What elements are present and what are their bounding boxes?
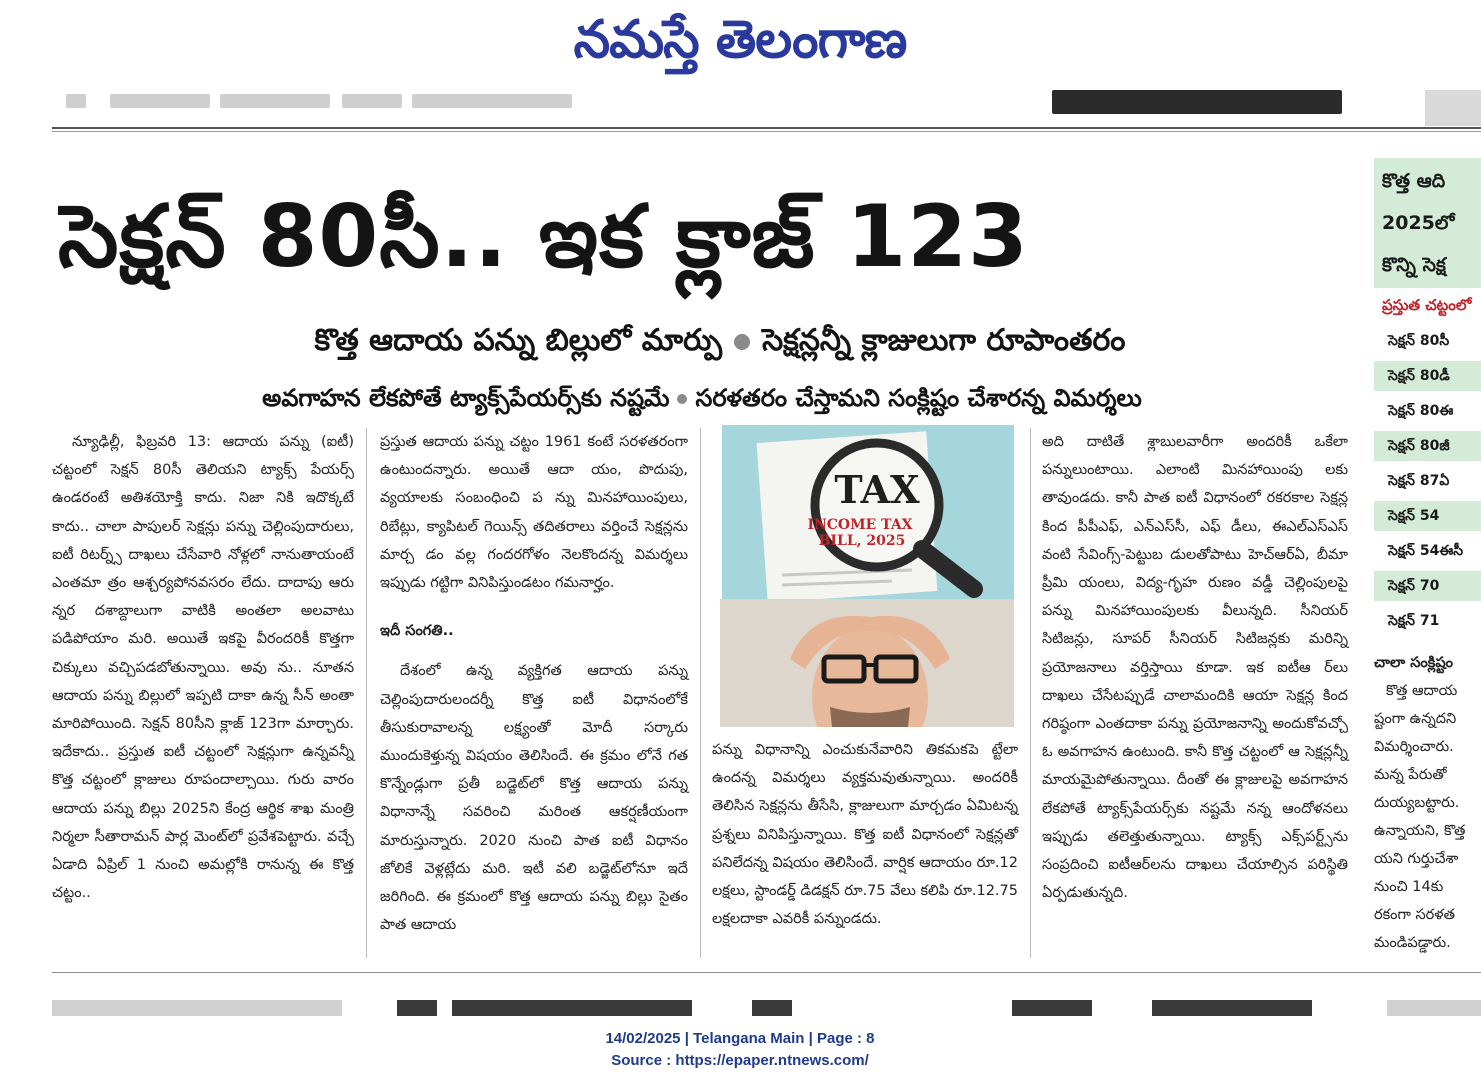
sidebar-header-line: కొత్త ఆది — [1382, 170, 1446, 192]
headline: సెక్షన్ 80సీ.. ఇక క్లాజ్ 123 — [58, 187, 1029, 287]
article-column-3 — [712, 736, 1018, 933]
sidebar-section-item: సెక్షన్ 54 — [1374, 501, 1481, 531]
sidebar-current-law-label: ప్రస్తుత చట్టంలో — [1382, 296, 1472, 314]
sidebar-section-item: సెక్షన్ 80డీ — [1374, 361, 1481, 391]
column-divider — [1030, 428, 1031, 958]
sidebar-box — [1374, 158, 1481, 988]
article-paragraph: న్యూఢిల్లీ, ఫిబ్రవరి 13: ఆదాయ పన్ను (ఐటీ) చట్టంలో సెక్షన్ 80సీ తెలియని ట్యాక్స్ పేయర్స్ ఉండరంటే అతిశయోక్తి కాదు. నిజా నికి ఇదొక్కటే కాదు.. చాలా పాపులర్ సెక్షన్లు పన్ను చెల్లింపుదారులు, ఐటీ రిటర్న్స్ దాఖలు చేసేవారి నోళ్లలో నానుతాయంటే ఎంతమా త్రం ఆశ్చర్యపోనవసరం లేదు. దాదాపు ఆరు న్నర దశాబ్దాలుగా వాటికి అంతలా అలవాటు పడిపోయాం మరి. అయితే ఇకపై వీరందరికీ కొత్తగా చిక్కులు వచ్చిపడబోతున్నాయి. అవు ను.. నూతన ఆదాయ పన్ను బిల్లులో ఇప్పటి దాకా ఉన్న సీన్ అంతా మారిపోయింది. సెక్షన్ 80సీని క్లాజ్ 123గా మార్చారు. ఇదేకాదు.. ప్రస్తుత ఐటీ చట్టంలో సెక్షన్లుగా ఉన్నవన్నీ కొత్త చట్టంలో క్లాజులు రూపందాల్చాయి. గురు వారం ఆదాయ పన్ను బిల్లు 2025ని కేంద్ర ఆర్థిక శాఖ మంత్రి నిర్మలా సీతారామన్ పార్ల మెంట్‌లో ప్రవేశపెట్టారు. వచ్చే ఏడాది ఏప్రిల్ 1 నుంచి అమల్లోకి రానున్న ఈ కొత్త చట్టం.. — [52, 434, 354, 902]
sidebar-text-line: విమర్శించారు. — [1374, 739, 1454, 755]
sidebar-section-item: సెక్షన్ 87ఏ — [1374, 466, 1481, 496]
tax-label: TAX — [834, 467, 920, 512]
subheadline-1-left: కొత్త ఆదాయ పన్ను బిల్లులో మార్పు — [314, 323, 723, 358]
sidebar-section-item: సెక్షన్ 80ఈ — [1374, 396, 1481, 426]
footer-source-link[interactable]: Source : https://epaper.ntnews.com/ — [611, 1052, 869, 1069]
top-rule — [52, 127, 1481, 132]
column-divider — [700, 428, 701, 958]
subheadline-2 — [62, 376, 1342, 420]
article-paragraph: పన్ను విధానాన్ని ఎంచుకునేవారిని తికమకపె ట్టేలా ఉందన్న విమర్శలు వ్యక్తమవుతున్నాయి. అందరికీ తెలిసిన సెక్షన్లను తీసేసి, క్లాజులుగా మార్చడం ఏమిటన్న ప్రశ్నలు వినిపిస్తున్నాయి. కొత్త ఐటీ విధానంలో సెక్షన్లతో పనిలేదన్న విషయం తెలిసిందే. వార్షిక ఆదాయం రూ.12 లక్షలు, స్టాండర్డ్ డిడక్షన్ రూ.75 వేలు కలిపి రూ.12.75 లక్షలదాకా ఎవరికీ పన్నుండదు. — [712, 742, 1018, 928]
article-paragraph: దేశంలో ఉన్న వ్యక్తిగత ఆదాయ పన్ను చెల్లింపుదారులందర్నీ కొత్త ఐటీ విధానంలోకే తీసుకురావాలన్న లక్ష్యంతో మోదీ సర్కారు ముందుకెళ్తున్న విషయం తెలిసిందే. ఈ క్రమం లోనే గత కొన్నేండ్లుగా ప్రతీ బడ్జెట్‌లో కొత్త ఆదాయ పన్ను విధానాన్నే సవరించి మరింత ఆకర్షణీయంగా మారుస్తున్నారు. 2020 నుంచి పాత ఐటీ విధానం జోలికే వెళ్లట్లేదు మరి. ఇటీ వలి బడ్జెట్‌లోనూ ఇదే జరిగింది. ఈ క్రమంలో కొత్త ఆదాయ పన్ను బిల్లు సైతం పాత ఆదాయ — [380, 663, 688, 934]
subheadline-2-right: సరళతరం చేస్తామని సంక్లిష్టం చేశారన్న విమర్శలు — [695, 384, 1142, 412]
sidebar-section-item: సెక్షన్ 70 — [1374, 571, 1481, 601]
sidebar-header-line: 2025లో — [1382, 212, 1455, 234]
subheadline-1-right: సెక్షన్లన్నీ క్లాజులుగా రూపాంతరం — [762, 323, 1126, 358]
sidebar-section-item: సెక్షన్ 80జీ — [1374, 431, 1481, 461]
newspaper-logo: నమస్తే తెలంగాణ — [573, 10, 907, 70]
bill-line-2: BILL, 2025 — [818, 533, 906, 549]
sidebar-subheading: చాలా సంక్లిష్టం — [1374, 655, 1454, 671]
article-column-4 — [1042, 428, 1348, 907]
article-paragraph: అది దాటితే శ్లాబులవారీగా అందరికీ ఒకేలా పన్నులుంటాయి. ఎలాంటి మినహాయింపు లకు తావుండదు. కానీ పాత ఐటీ విధానంలో రకరకాల సెక్షన్ల కింద పీపీఎఫ్, ఎన్‌ఎస్‌సీ, ఎఫ్ డీలు, ఈఎల్‌ఎస్‌ఎస్ వంటి సేవింగ్స్-పెట్టుబ డులతోపాటు హెచ్‌ఆర్‌ఏ, బీమా ప్రీమి యంలు, విద్య-గృహ రుణం వడ్డీ చెల్లింపులపై పన్ను మినహాయింపులకు వీలున్నది. సీనియర్ సిటిజన్లు, సూపర్ సీనియర్ సిటిజన్లకు మరిన్ని ప్రయోజనాలు వర్తిస్తాయి కూడా. ఇక ఐటీఆ ర్‌లు దాఖలు చేసేటప్పుడే చాలామందికి ఆయా సెక్షన్ల కింద గరిష్ఠంగా ఎంతదాకా పన్ను ప్రయోజనాన్ని అందుకోవచ్చో ఓ అవగాహన ఉంటుంది. కానీ కొత్త చట్టంలో ఆ సెక్షన్లన్నీ మాయమైపోతున్నాయి. దీంతో ఈ క్లాజులపై అవగాహన లేకపోతే ట్యాక్స్‌పేయర్స్‌కు నష్టమే నన్న ఆందోళనలు ఇప్పుడు తలెత్తుతున్నాయి. ట్యాక్స్ ఎక్స్‌పర్ట్స్‌ను సంప్రదించి ఐటీఆర్‌లను దాఖలు చేయాల్సిన పరిస్థితి ఏర్పడుతున్నది. — [1042, 434, 1348, 902]
next-headline-cropped — [52, 1000, 1481, 1016]
sidebar-header-line: కొన్ని సెక్ష — [1382, 254, 1446, 276]
cropped-strip — [52, 88, 1481, 118]
sidebar-section-item: సెక్షన్ 80సీ — [1374, 326, 1481, 356]
magnifier-icon — [722, 425, 1014, 599]
article-column-1 — [52, 428, 354, 907]
subheadline-1 — [100, 318, 1340, 364]
sidebar-text-line: ఉన్నాయని, కొత్త — [1374, 823, 1466, 839]
gray-block — [1425, 90, 1481, 126]
sidebar-text-line: రకంగా సరళత — [1374, 907, 1455, 923]
bottom-rule — [52, 972, 1481, 973]
sidebar-section-item: సెక్షన్ 71 — [1374, 606, 1481, 636]
subheadline-2-left: అవగాహన లేకపోతే ట్యాక్స్‌పేయర్స్‌కు నష్టమే — [262, 384, 670, 412]
tax-illustration — [722, 425, 1014, 599]
article-column-2 — [380, 428, 688, 939]
masthead — [0, 0, 1481, 80]
bullet-icon — [677, 394, 687, 404]
footer-date-page: 14/02/2025 | Telangana Main | Page : 8 — [605, 1030, 875, 1047]
sidebar-text-line: ష్టంగా ఉన్నదని — [1374, 711, 1457, 727]
stressed-man-photo — [720, 599, 1014, 727]
sidebar-header — [1374, 158, 1481, 288]
sidebar-text-line: మన్న పేరుతో — [1374, 767, 1447, 783]
article-subheading: ఇదీ సంగతి.. — [380, 623, 454, 640]
bullet-icon — [734, 334, 750, 350]
sidebar-text-line: యని గుర్తుచేశా — [1374, 851, 1459, 867]
column-divider — [366, 428, 367, 958]
sidebar-text-line: మండిపడ్డారు. — [1374, 935, 1451, 951]
article-paragraph: ప్రస్తుత ఆదాయ పన్ను చట్టం 1961 కంటే సరళతరంగా ఉంటుందన్నారు. అయితే ఆదా యం, పొదుపు, వ్యయాలకు సంబంధించి ప న్ను మినహాయింపులు, రిబేట్లు, క్యాపిటల్ గెయిన్స్ తదితరాలు వర్తించే సెక్షన్లను మార్చ డం వల్ల గందరగోళం నెలకొందన్న విమర్శలు ఇప్పుడు గట్టిగా వినిపిస్తుండటం గమనార్హం. — [380, 434, 688, 592]
sidebar-text-line: నుంచి 14కు — [1374, 879, 1444, 895]
person-icon — [720, 599, 1014, 727]
bill-line-1: INCOME TAX — [807, 517, 913, 533]
sidebar-section-item: సెక్షన్ 54ఈసీ — [1374, 536, 1481, 566]
sidebar-text-line: దుయ్యబట్టారు. — [1374, 795, 1460, 811]
footer — [440, 1028, 1040, 1072]
sidebar-text-line: కొత్త ఆదాయ — [1386, 683, 1458, 699]
